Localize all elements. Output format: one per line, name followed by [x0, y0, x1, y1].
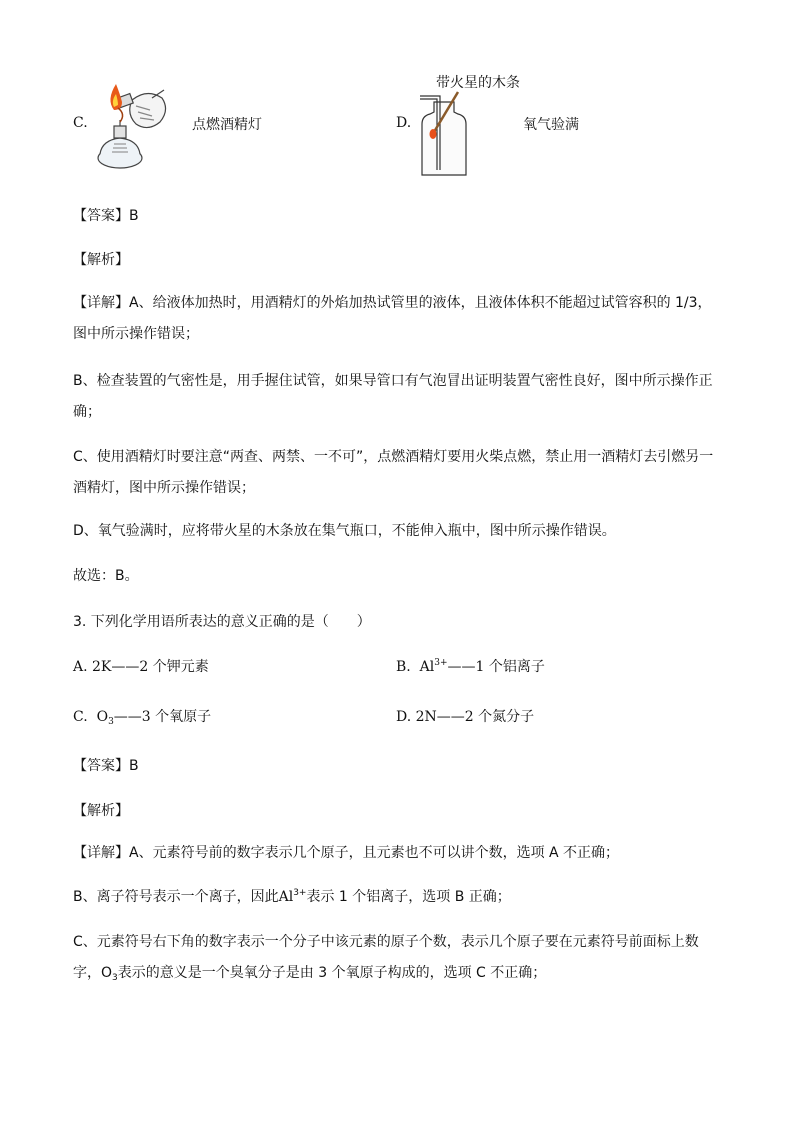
- question-3-option-a: A. 2K——2 个钾元素: [73, 659, 209, 675]
- answer-tag: 【答案】: [73, 758, 129, 774]
- question-3-option-d: D. 2N——2 个氮分子: [396, 709, 535, 725]
- ion-charge: 3+: [434, 658, 448, 668]
- detail-2-d: D、氧气验满时，应将带火星的木条放在集气瓶口，不能伸入瓶中，图中所示操作错误。: [73, 523, 616, 539]
- detail-3-b: [73, 882, 723, 913]
- option-meaning: ——3 个氧原子: [113, 709, 212, 725]
- analysis-2-tag: 【解析】: [73, 252, 129, 268]
- ion-symbol: Al: [278, 889, 294, 905]
- gas-bottle-illustration: [418, 90, 470, 180]
- conclusion-2: 故选：B。: [73, 568, 139, 584]
- option-c-letter: C.: [73, 115, 88, 131]
- question-3-option-c: [73, 706, 211, 726]
- detail-2-a-text: A、给液体加热时，用酒精灯的外焰加热试管里的液体，且液体体积不能超过试管容积的 1/3，图中所示操作错误；: [73, 295, 712, 342]
- detail-2-c: C、使用酒精灯时要注意“两查、两禁、一不可”，点燃酒精灯要用火柴点燃，禁止用一酒精灯去引燃另一酒精灯，图中所示操作错误；: [73, 449, 714, 496]
- detail-3-c-line1: C、元素符号右下角的数字表示一个分子中该元素的原子个数，表示几个原子要在元素符号前面标上数: [73, 934, 699, 950]
- option-c-caption: 点燃酒精灯: [192, 117, 262, 133]
- answer-value: B: [129, 758, 139, 774]
- analysis-3-tag: 【解析】: [73, 803, 129, 819]
- option-letter: C.: [73, 709, 88, 725]
- ion-symbol: Al: [419, 659, 435, 675]
- detail-3-c-line2-post: 表示的意义是一个臭氧分子是由 3 个氧原子构成的，选项 C 不正确；: [117, 965, 547, 981]
- detail-3-b-pre: B、离子符号表示一个离子，因此: [73, 889, 279, 905]
- option-letter: B.: [396, 659, 411, 675]
- detail-3-c: [73, 927, 723, 989]
- option-d-letter: D.: [396, 115, 412, 131]
- molecule-subscript: 3: [108, 717, 114, 727]
- question-3-stem: 3. 下列化学用语所表达的意义正确的是（ ）: [73, 614, 371, 630]
- answer-value: B: [129, 208, 139, 224]
- option-d-caption: 氧气验满: [523, 117, 579, 133]
- molecule-subscript: 3: [112, 973, 118, 983]
- ion-charge: 3+: [293, 888, 307, 898]
- detail-3-a-text: A、元素符号前的数字表示几个原子，且元素也不可以讲个数，选项 A 不正确；: [129, 845, 620, 861]
- answer-3: [73, 755, 139, 775]
- lamp-lighting-illustration: [92, 80, 174, 176]
- answer-2: [73, 205, 139, 225]
- detail-tag: 【详解】: [73, 295, 129, 311]
- detail-tag: 【详解】: [73, 845, 129, 861]
- option-meaning: ——1 个铝离子: [447, 659, 545, 675]
- option-d-label-top: 带火星的木条: [436, 75, 520, 91]
- detail-2-b: B、检查装置的气密性是，用手握住试管，如果导管口有气泡冒出证明装置气密性良好，图中所示操作正确；: [73, 373, 713, 420]
- answer-tag: 【答案】: [73, 208, 129, 224]
- molecule-symbol: O: [96, 709, 109, 725]
- detail-3-c-line2-pre: 字，O: [73, 965, 113, 981]
- detail-3-c-line2: [73, 958, 723, 989]
- detail-2-a: [73, 288, 723, 350]
- detail-3-a: [73, 838, 723, 869]
- question-3-option-b: [396, 656, 545, 676]
- detail-3-b-post: 表示 1 个铝离子，选项 B 正确；: [306, 889, 511, 905]
